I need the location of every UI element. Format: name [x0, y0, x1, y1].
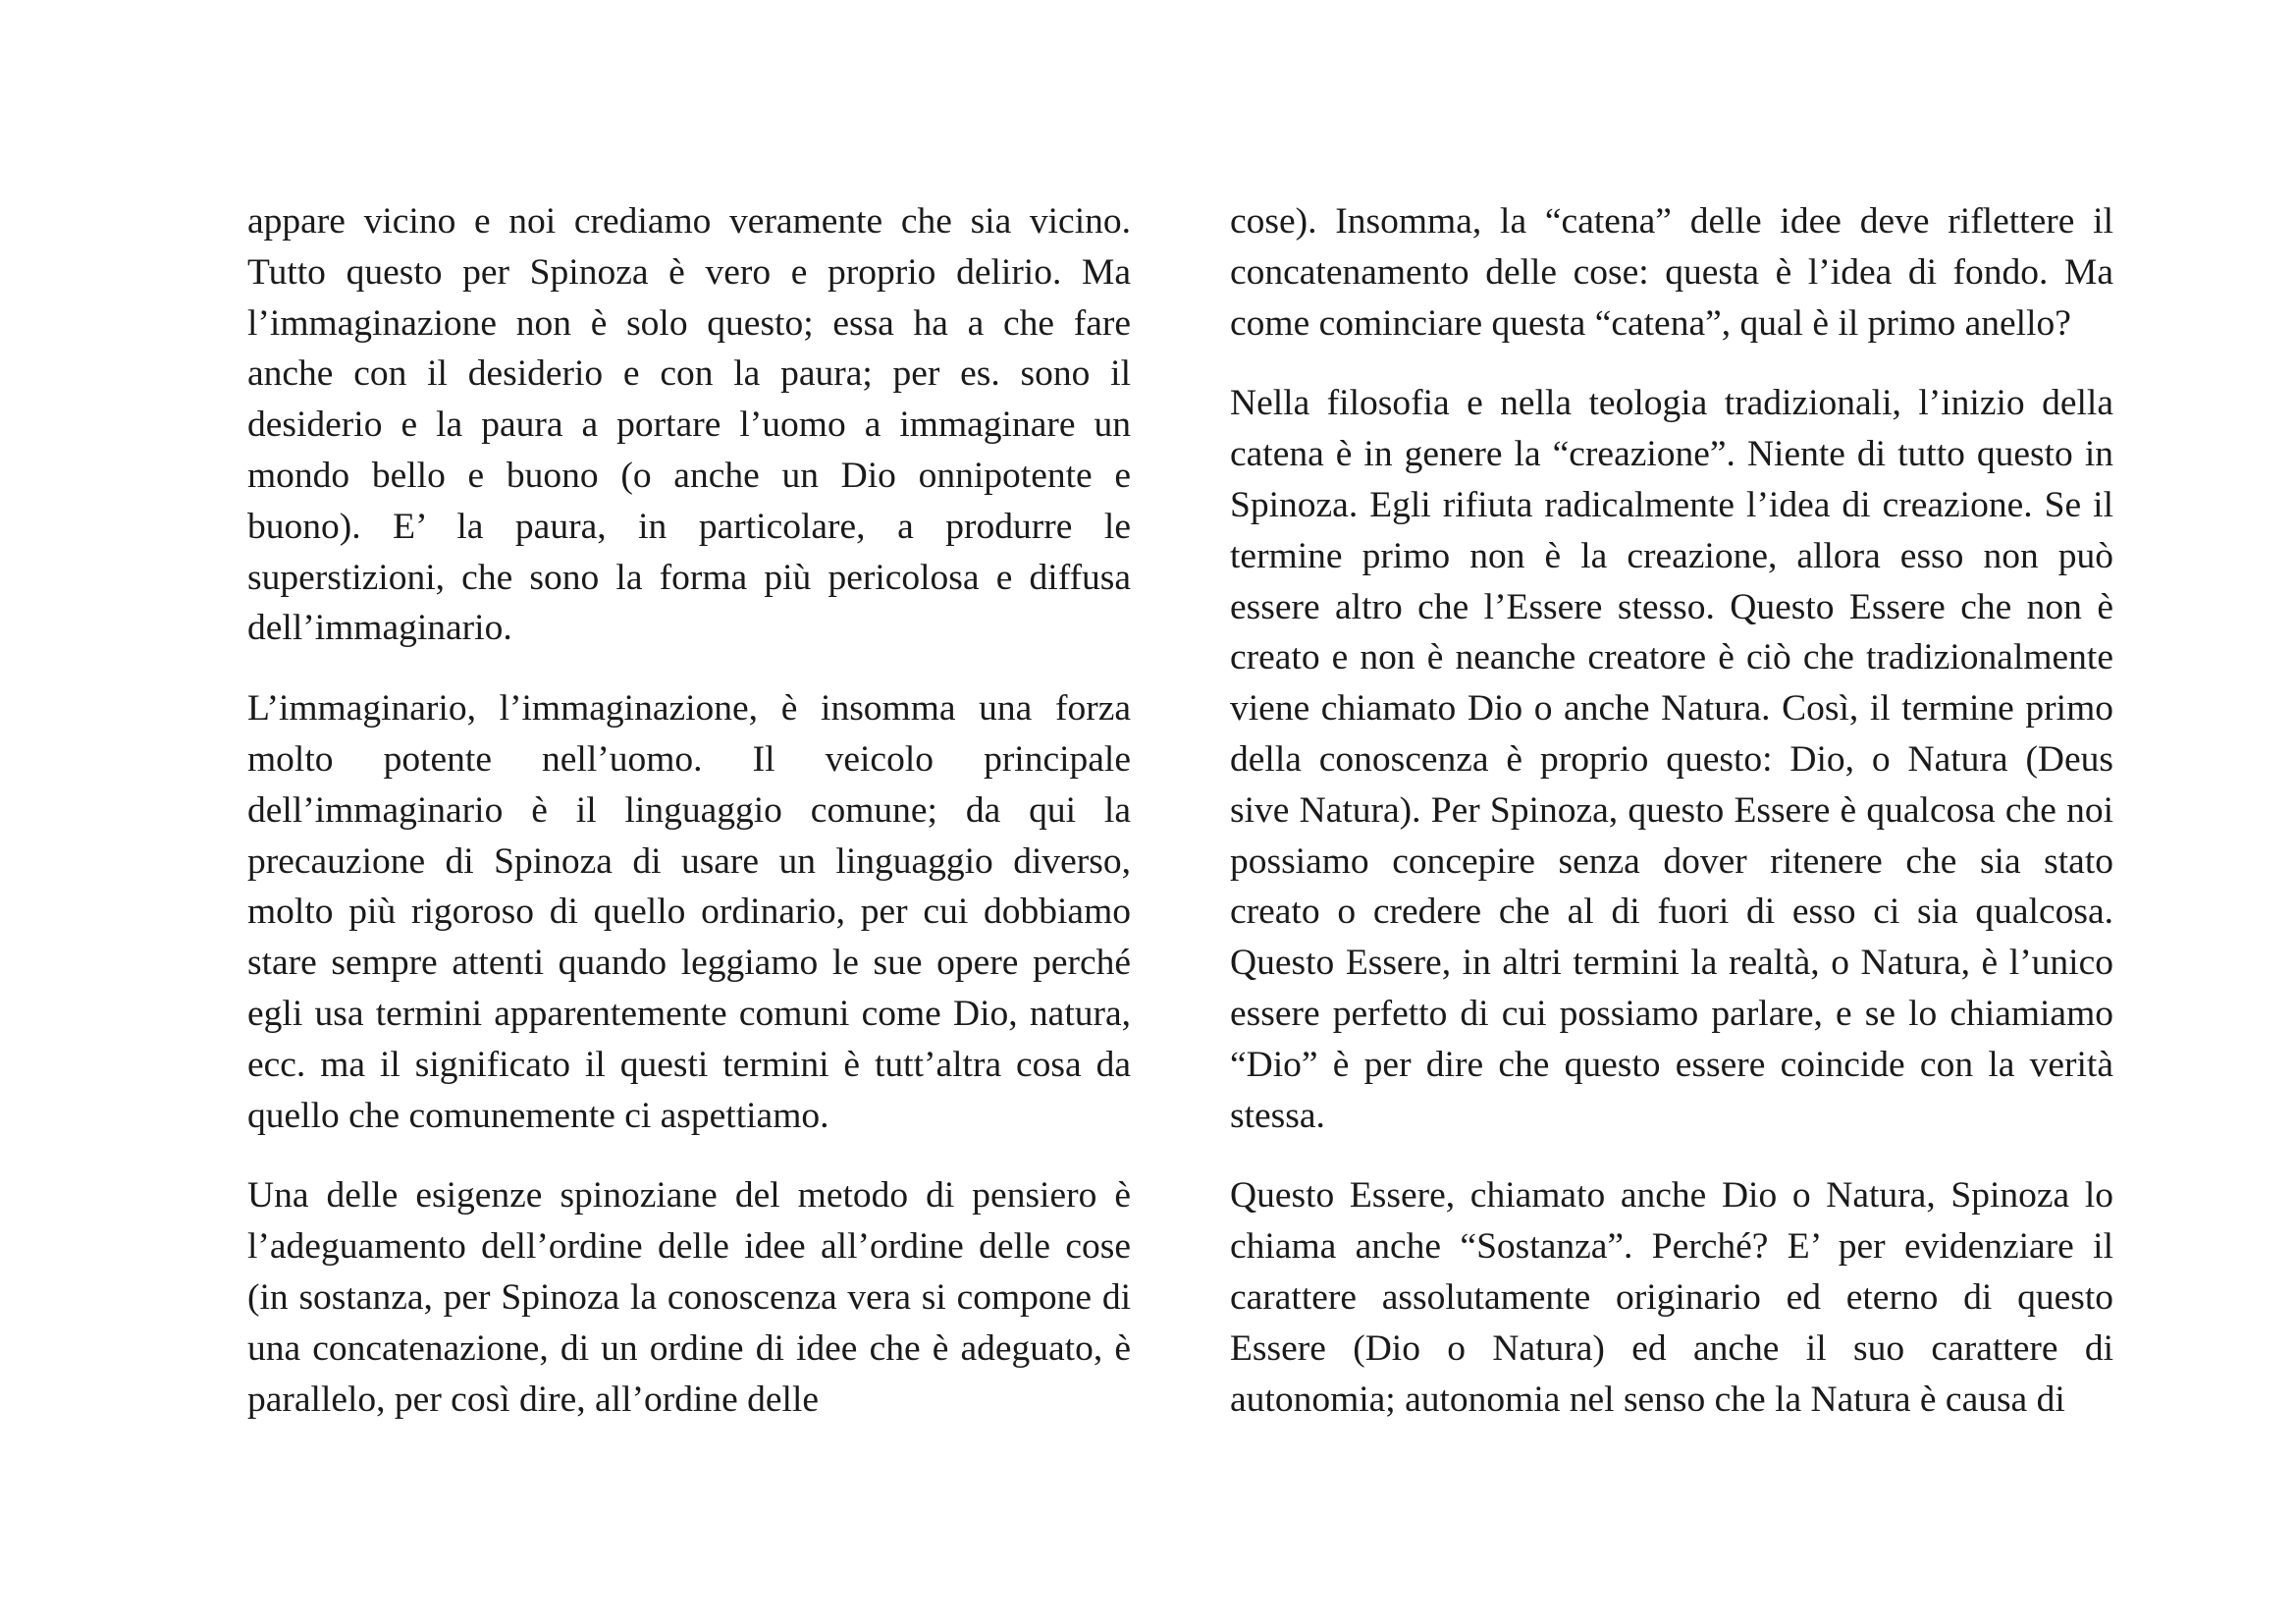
paragraph-chain-of-ideas: cose). Insomma, la “catena” delle idee deve riflettere il concatenamento delle cose: questa è l’idea di fondo. Ma come cominciare questa “catena”, qual è il primo anello?	[1230, 201, 2113, 344]
paragraph-imagination-delirium: appare vicino e noi crediamo veramente che sia vicino. Tutto questo per Spinoza è vero e proprio delirio. Ma l’immaginazione non è solo questo; essa ha a che fare anche con il desiderio e con la paura; per es. sono il desiderio e la paura a portare l’uomo a immaginare un mondo bello e buono (o anche un Dio onnipotente e buono). E’ la paura, in particolare, a produrre le superstizioni, che sono la forma più pericolosa e diffusa dell’immaginario.	[247, 201, 1131, 649]
paragraph-creation-being: Nella filosofia e nella teologia tradizionali, l’inizio della catena è in genere la “creazione”. Niente di tutto questo in Spinoza. Egli rifiuta radicalmente l’idea di creazione. Se il termine primo non è la creazione, allora esso non può essere altro che l’Essere stesso. Questo Essere che non è creato e non è neanche creatore è ciò che tradizionalmente viene chiamato Dio o anche Natura. Così, il termine primo della conoscenza è proprio questo: Dio, o Natura (Deus sive Natura). Per Spinoza, questo Essere è qualcosa che noi possiamo concepire senza dover ritenere che sia stato creato o credere che al di fuori di esso ci sia qualcosa. Questo Essere, in altri termini la realtà, o Natura, è l’unico essere perfetto di cui possiamo parlare, e se lo chiamiamo “Dio” è per dire che questo essere coincide con la verità stessa.	[1230, 383, 2113, 1136]
paragraph-imaginary-language: L’immaginario, l’immaginazione, è insomma una forza molto potente nell’uomo. Il veicolo principale dell’immaginario è il linguaggio comune; da qui la precauzione di Spinoza di usare un linguaggio diverso, molto più rigoroso di quello ordinario, per cui dobbiamo stare sempre attenti quando leggiamo le sue opere perché egli usa termini apparentemente comuni come Dio, natura, ecc. ma il significato il questi termini è tutt’altra cosa da quello che comunemente ci aspettiamo.	[247, 688, 1131, 1136]
left-text-column	[247, 196, 1131, 1454]
right-text-column	[1230, 196, 2113, 1454]
paragraph-substance: Questo Essere, chiamato anche Dio o Natura, Spinoza lo chiama anche “Sostanza”. Perché? E’ per evidenziare il carattere assolutamente originario ed eterno di questo Essere (Dio o Natura) ed anche il suo carattere di autonomia; autonomia nel senso che la Natura è causa di	[1230, 1175, 2113, 1420]
paragraph-order-of-ideas: Una delle esigenze spinoziane del metodo di pensiero è l’adeguamento dell’ordine delle idee all’ordine delle cose (in sostanza, per Spinoza la conoscenza vera si compone di una concatenazione, di un ordine di idee che è adeguato, è parallelo, per così dire, all’ordine delle	[247, 1175, 1131, 1420]
